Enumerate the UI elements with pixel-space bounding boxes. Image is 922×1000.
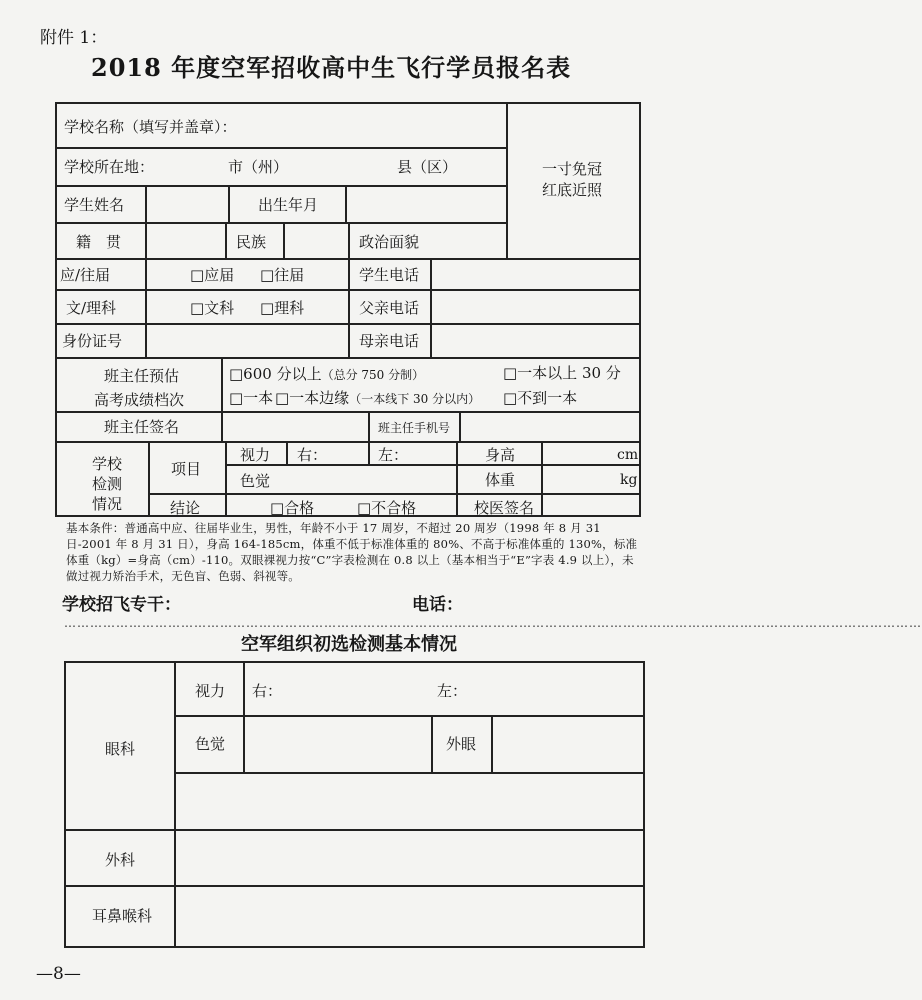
science-checkbox[interactable]: □理科 xyxy=(260,299,305,317)
basic-requirements: 基本条件：普通高中应、往届毕业生，男性，年龄不小于 17 周岁，不超过 20 周岁（1998 年 8 月 31 日-2001 年 8 月 31 日），身高 164-185cm，体重不低于标准体重的 80%、不高于标准体重的 130%，标准体重（kg）=身高（cm）-110。双眼裸视力按“C”字表检测在 0.8 以上（基本相当于“E”字表 4.9 以上），未做过视力矫治手术，无色盲、色弱、斜视等。 xyxy=(66,521,638,583)
weight-label: 体重 xyxy=(485,471,516,489)
eye-color-sense-label: 色觉 xyxy=(195,735,226,753)
teacher-mobile-label: 班主任手机号 xyxy=(378,421,451,435)
student-phone-label: 学生电话 xyxy=(359,266,420,284)
city-label: 市（州） xyxy=(228,158,289,176)
color-sense-label: 色觉 xyxy=(240,472,271,490)
eye-department-label: 眼科 xyxy=(105,740,136,758)
contact-phone-label: 电话： xyxy=(412,595,463,615)
native-place-label: 籍 贯 xyxy=(76,233,122,251)
height-label: 身高 xyxy=(485,446,516,464)
score-edge-checkbox[interactable]: □一本边缘（一本线下 30 分以内） xyxy=(275,389,481,407)
score-first-tier-checkbox[interactable]: □一本 xyxy=(229,389,274,407)
eye-vision-left-label: 左： xyxy=(437,682,468,700)
photo-instruction-line1: 一寸免冠 xyxy=(542,160,603,178)
birth-date-label: 出生年月 xyxy=(258,196,319,214)
item-label: 项目 xyxy=(171,460,202,478)
mother-phone-label: 母亲电话 xyxy=(359,332,420,350)
external-eye-label: 外眼 xyxy=(446,735,477,753)
teacher-estimate-label-2: 高考成绩档次 xyxy=(94,391,185,409)
section-title: 空军组织初选检测基本情况 xyxy=(241,634,457,655)
arts-checkbox[interactable]: □文科 xyxy=(190,299,235,317)
vision-left-label: 左： xyxy=(378,446,409,464)
school-check-label-1: 学校 xyxy=(92,455,123,473)
school-location-label: 学校所在地： xyxy=(64,158,155,176)
weight-unit: kg xyxy=(620,472,638,488)
page-number: —8— xyxy=(36,964,81,984)
stream-label: 文/理科 xyxy=(66,299,117,317)
teacher-sign-label: 班主任签名 xyxy=(104,418,180,436)
political-status-label: 政治面貌 xyxy=(359,233,420,251)
school-check-label-2: 检测 xyxy=(92,475,123,493)
doctor-sign-label: 校医签名 xyxy=(474,499,535,517)
current-graduate-checkbox[interactable]: □应届 xyxy=(190,266,235,284)
fail-checkbox[interactable]: □不合格 xyxy=(357,499,417,517)
conclusion-label: 结论 xyxy=(170,499,201,517)
photo-instruction-line2: 红底近照 xyxy=(542,181,603,199)
eye-vision-label: 视力 xyxy=(195,682,226,700)
birth-date-field[interactable] xyxy=(349,189,503,220)
surgery-label: 外科 xyxy=(105,851,136,869)
school-name-label: 学校名称（填写并盖章）： xyxy=(64,118,237,136)
teacher-estimate-label-1: 班主任预估 xyxy=(104,367,180,385)
eye-vision-right-label: 右： xyxy=(252,682,283,700)
student-name-label: 学生姓名 xyxy=(64,196,125,214)
vision-right-label: 右： xyxy=(297,446,328,464)
id-number-label: 身份证号 xyxy=(62,332,123,350)
ethnicity-label: 民族 xyxy=(236,233,267,251)
ent-label: 耳鼻喉科 xyxy=(92,907,153,925)
school-check-label-3: 情况 xyxy=(92,495,123,513)
graduation-type-label: 应/往届 xyxy=(60,266,111,284)
height-unit: cm xyxy=(617,447,639,463)
score-600-checkbox[interactable]: □600 分以上（总分 750 分制） xyxy=(229,365,425,383)
attachment-label: 附件 1： xyxy=(40,28,108,48)
photo-box[interactable] xyxy=(510,106,636,256)
pass-checkbox[interactable]: □合格 xyxy=(270,499,315,517)
score-above-30-checkbox[interactable]: □一本以上 30 分 xyxy=(503,364,621,382)
page-title: 2018 年度空军招收高中生飞行学员报名表 xyxy=(91,53,572,82)
vision-label: 视力 xyxy=(240,446,271,464)
student-name-field[interactable] xyxy=(149,189,226,220)
father-phone-label: 父亲电话 xyxy=(359,299,420,317)
score-below-checkbox[interactable]: □不到一本 xyxy=(503,389,578,407)
county-label: 县（区） xyxy=(397,158,458,176)
school-name-field[interactable] xyxy=(270,112,500,142)
recruit-staff-label: 学校招飞专干： xyxy=(62,595,181,615)
previous-graduate-checkbox[interactable]: □往届 xyxy=(260,266,305,284)
cut-line: ……………………………………………………………………………………………………………………………………………………………………………… xyxy=(64,616,922,630)
